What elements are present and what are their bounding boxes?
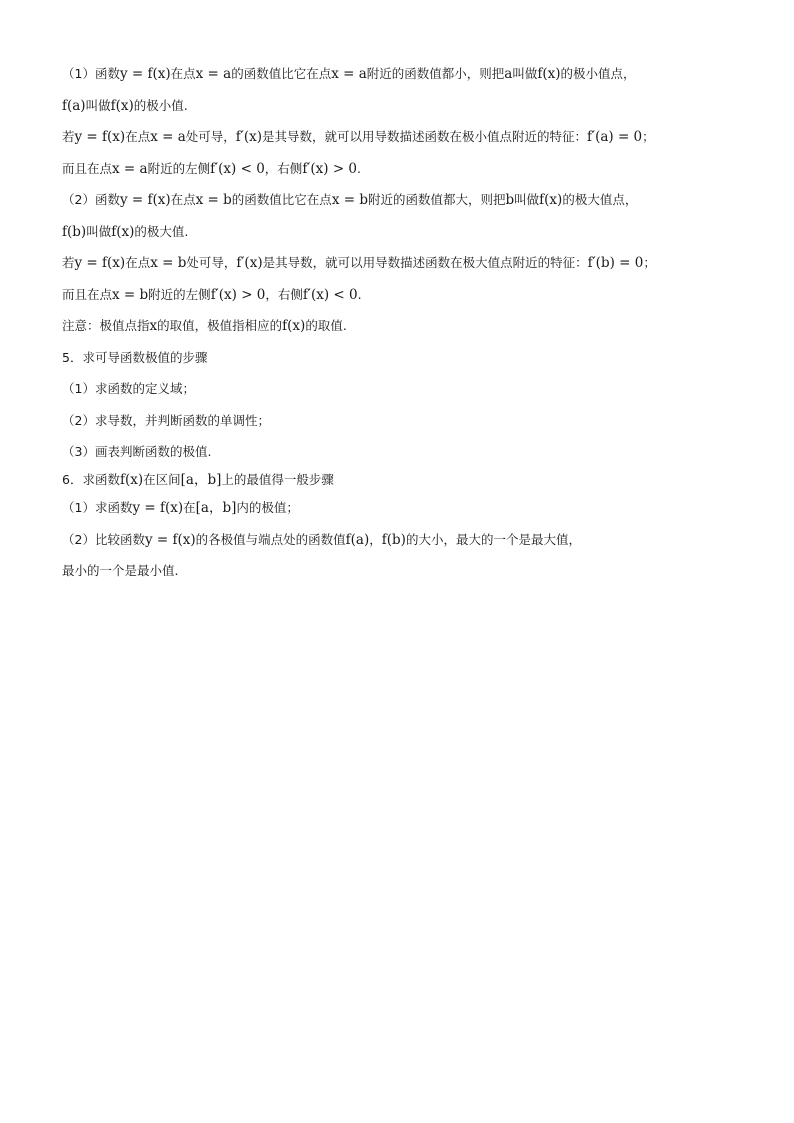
math-expression: x = b	[150, 255, 187, 271]
math-expression: f(x)	[537, 66, 561, 82]
text-line	[62, 497, 742, 519]
text-run: ，右侧	[265, 286, 303, 302]
text-run: 附近的函数值都大，则把	[367, 192, 506, 207]
text-run: （2）函数	[62, 192, 120, 207]
math-expression: f′(x)	[235, 129, 262, 145]
math-expression: f′(x) < 0	[210, 160, 265, 177]
text-line	[62, 560, 742, 582]
math-expression: [a，b]	[195, 500, 237, 516]
text-run: ，右侧	[264, 160, 303, 176]
math-expression: [a，b]	[180, 472, 222, 488]
text-run: 在点	[125, 255, 151, 270]
text-run: 的大小，最大的一个是最大值，	[405, 531, 581, 547]
text-line	[62, 189, 742, 211]
text-run: 的极小值.	[133, 97, 188, 113]
text-run: ；	[642, 129, 655, 144]
math-expression: f(x)	[111, 223, 135, 240]
text-run: .	[357, 160, 361, 176]
math-expression: a	[504, 66, 513, 82]
text-run: 若	[62, 255, 75, 270]
text-run: 注意：极值点指	[62, 318, 150, 333]
text-line	[62, 378, 742, 400]
math-expression: f(a)	[62, 97, 86, 114]
document-body	[62, 63, 742, 592]
section-heading	[62, 347, 742, 369]
text-run: 的取值.	[305, 318, 347, 333]
text-run: 5．求可导函数极值的步骤	[62, 349, 208, 365]
text-run: 在点	[125, 129, 151, 144]
math-expression: f′(x)	[236, 255, 263, 271]
text-run: （2）比较函数	[62, 531, 145, 547]
math-expression: y = f(x)	[144, 531, 196, 548]
math-expression: y = f(x)	[119, 192, 171, 208]
math-expression: x = b	[331, 192, 368, 208]
math-expression: f(x)	[539, 192, 563, 208]
math-expression: x = a	[195, 66, 232, 82]
text-line	[62, 126, 742, 148]
text-run: 内的极值；	[236, 500, 299, 515]
math-expression: f(a)	[345, 531, 370, 548]
text-run: 6．求函数	[62, 472, 120, 487]
math-expression: f(x)	[110, 97, 134, 114]
text-run: 而且在点	[62, 160, 113, 176]
text-run: 叫做	[512, 66, 538, 81]
text-run: 而且在点	[62, 286, 113, 302]
text-run: 的极大值点，	[562, 192, 638, 207]
text-line	[62, 284, 742, 306]
text-run: ，	[369, 531, 382, 547]
text-run: （1）求函数的定义域；	[62, 381, 195, 396]
text-run: 叫做	[514, 192, 540, 207]
text-run: 附近的左侧	[148, 286, 211, 302]
text-run: ；	[643, 255, 656, 270]
math-expression: x = a	[331, 66, 367, 82]
text-line	[62, 95, 742, 117]
text-line	[62, 63, 742, 85]
math-expression: f(x)	[119, 472, 144, 488]
math-expression: y = f(x)	[132, 500, 184, 516]
section-heading	[62, 469, 742, 491]
math-expression: f′(x) > 0	[302, 160, 358, 177]
math-expression: f(x)	[282, 318, 306, 334]
math-expression: y = f(x)	[74, 129, 126, 145]
text-run: .	[357, 286, 362, 302]
text-run: 处可导，	[186, 255, 237, 270]
text-run: （3）画表判断函数的极值.	[62, 444, 212, 459]
math-expression: x = b	[195, 192, 232, 208]
text-run: 最小的一个是最小值.	[62, 563, 179, 578]
text-run: （1）函数	[62, 66, 120, 81]
text-run: 在点	[170, 192, 196, 207]
text-run: 上的最值得一般步骤	[221, 472, 334, 487]
math-expression: f′(b) = 0	[587, 255, 644, 271]
math-expression: f(b)	[62, 223, 87, 240]
text-run: 的函数值比它在点	[231, 192, 332, 207]
text-line	[62, 529, 742, 551]
text-line	[62, 158, 742, 180]
math-expression: y = f(x)	[119, 66, 171, 82]
text-run: 附近的左侧	[147, 160, 211, 176]
text-line	[62, 315, 742, 337]
text-line	[62, 252, 742, 274]
text-run: 在点	[170, 66, 196, 81]
text-run: 叫做	[86, 223, 112, 239]
text-line	[62, 221, 742, 243]
math-expression: f′(x) > 0	[210, 286, 266, 303]
math-expression: f′(x) < 0	[302, 286, 358, 303]
text-run: 是其导数，就可以用导数描述函数在极小值点附近的特征：	[262, 129, 588, 144]
math-expression: f′(a) = 0	[587, 129, 643, 145]
text-run: 处可导，	[185, 129, 236, 144]
text-run: 在区间	[143, 472, 181, 487]
math-expression: x	[149, 318, 158, 334]
math-expression: x = a	[150, 129, 186, 145]
math-expression: x = a	[112, 160, 148, 177]
text-run: 的极大值.	[134, 223, 189, 239]
text-run: （2）求导数，并判断函数的单调性；	[62, 412, 270, 428]
text-run: （1）求函数	[62, 500, 133, 515]
text-run: 的取值，极值指相应的	[157, 318, 283, 333]
math-expression: y = f(x)	[74, 255, 126, 271]
math-expression: x = b	[112, 286, 149, 303]
text-run: 是其导数，就可以用导数描述函数在极大值点附近的特征：	[262, 255, 588, 270]
text-run: 附近的函数值都小，则把	[366, 66, 505, 81]
text-run: 若	[62, 129, 75, 144]
text-run: 叫做	[85, 97, 111, 113]
text-run: 的极小值点，	[560, 66, 636, 81]
math-expression: b	[505, 192, 515, 208]
text-run: 在	[183, 500, 196, 515]
text-line	[62, 410, 742, 432]
text-run: 的函数值比它在点	[231, 66, 332, 81]
text-run: 的各极值与端点处的函数值	[195, 531, 346, 547]
math-expression: f(b)	[381, 531, 406, 548]
text-line	[62, 441, 742, 463]
